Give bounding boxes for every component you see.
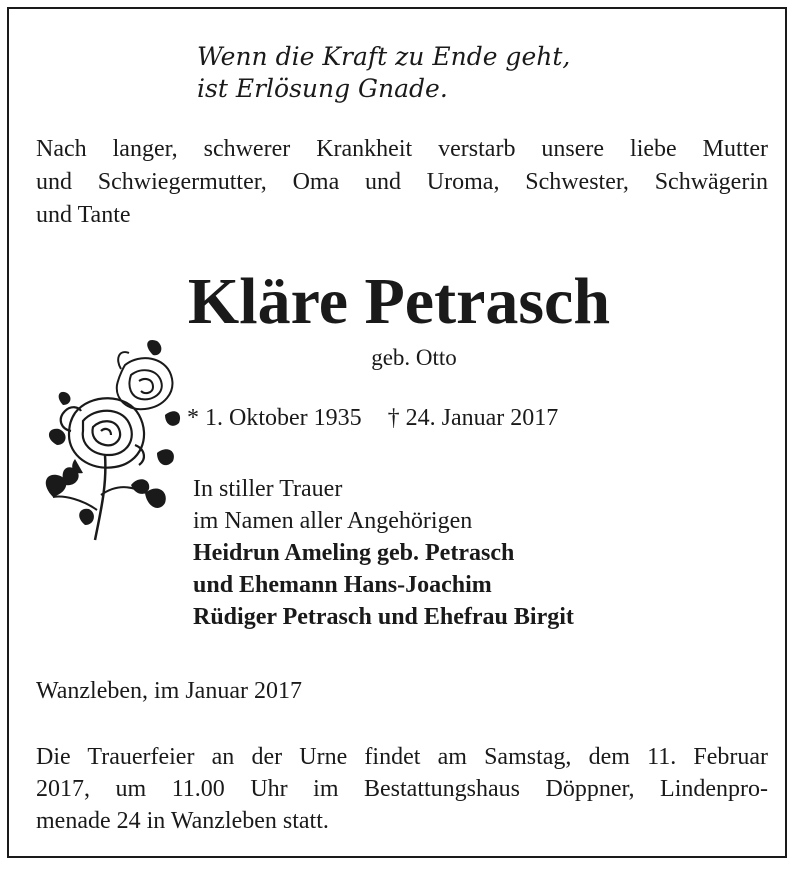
ceremony-line: 2017, um 11.00 Uhr im Bestattungshaus Döppner, Lindenpro- xyxy=(36,776,768,802)
life-dates xyxy=(187,403,558,433)
birth-date: * 1. Oktober 1935 xyxy=(187,405,362,431)
motto-line: ist Erlösung Gnade. xyxy=(197,74,448,103)
maiden-name: geb. Otto xyxy=(371,345,457,370)
mourners-block xyxy=(193,473,574,633)
place-date: Wanzleben, im Januar 2017 xyxy=(36,678,302,704)
mourner-name: und Ehemann Hans-Joachim xyxy=(193,572,492,598)
mourners-line: im Namen aller Angehörigen xyxy=(193,508,473,534)
rose-icon xyxy=(35,335,185,545)
ceremony-line: menade 24 in Wanzleben statt. xyxy=(36,808,329,834)
intro-line: und Schwiegermutter, Oma und Uroma, Schwester, Schwägerin xyxy=(36,169,768,195)
mourners-line: In stiller Trauer xyxy=(193,476,343,502)
ceremony-info xyxy=(36,741,768,837)
deceased-name: Kläre Petrasch xyxy=(187,265,611,338)
ceremony-line: Die Trauerfeier an der Urne findet am Samstag, dem 11. Februar xyxy=(36,744,768,770)
intro-line: Nach langer, schwerer Krankheit verstarb unsere liebe Mutter xyxy=(36,136,768,162)
intro-text xyxy=(36,133,768,232)
motto xyxy=(197,41,570,105)
mourner-name: Heidrun Ameling geb. Petrasch xyxy=(193,540,515,566)
intro-line: und Tante xyxy=(36,202,131,228)
mourner-name: Rüdiger Petrasch und Ehefrau Birgit xyxy=(193,604,574,630)
motto-line: Wenn die Kraft zu Ende geht, xyxy=(197,42,571,71)
obituary-notice xyxy=(7,7,787,858)
death-date: † 24. Januar 2017 xyxy=(387,405,559,431)
